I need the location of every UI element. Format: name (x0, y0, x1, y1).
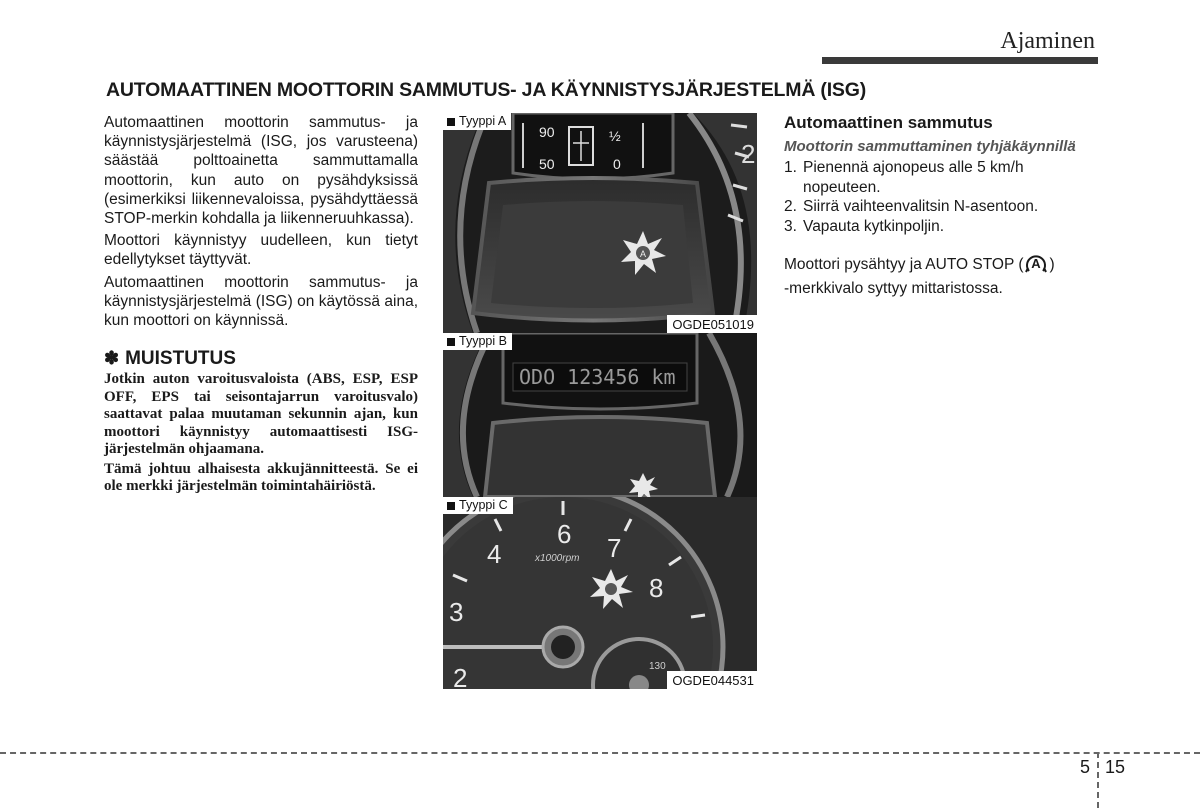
auto-stop-heading: Automaattinen sammutus (784, 113, 993, 132)
figure-label-type-b: Tyyppi B (443, 333, 512, 350)
footer-divider (1097, 752, 1099, 808)
figure-label-type-c: Tyyppi C (443, 497, 513, 514)
intro-paragraph: Automaattinen moottorin sammutus- ja käynnistysjärjestelmä (ISG, jos varusteena) säästää polttoainetta sammuttamalla moottorin, kun auto on pysähdyksissä (esimerkiksi liikennevaloissa, pysähdyttäessä STOP-merkin kohdalla ja liikenneruuhkassa). (104, 114, 418, 228)
note-body (104, 371, 418, 496)
small-gauge-value: 130 (649, 661, 666, 672)
footer-rule (0, 752, 1200, 754)
list-item: 2. Siirrä vaihteenvalitsin N-asentoon. (784, 198, 1039, 216)
restart-paragraph: Moottori käynnistyy uudelleen, kun tietyt edellytykset täyttyvät. (104, 232, 418, 269)
gauge-a-temp-high: 90 (539, 124, 555, 140)
odometer-readout: ODO 123456 km (519, 365, 676, 389)
rpm-unit: x1000rpm (535, 553, 580, 564)
section-title: Ajaminen (1000, 28, 1095, 54)
note-title: MUISTUTUS (125, 348, 236, 370)
rpm-3: 3 (449, 597, 464, 627)
svg-text:A: A (1031, 256, 1042, 272)
steps-list (784, 158, 1100, 236)
cluster-type-b-illustration (443, 333, 757, 497)
figure-label-type-a: Tyyppi A (443, 113, 511, 130)
rpm-2: 2 (453, 663, 468, 689)
page-number: 15 (1105, 757, 1126, 777)
figure-code-c: OGDE044531 (667, 671, 757, 689)
figure-type-c (443, 497, 757, 689)
figure-type-b (443, 333, 757, 497)
right-column (784, 113, 1100, 299)
list-item: 3. Vapauta kytkinpoljin. (784, 217, 945, 235)
note-paragraph-2: Tämä johtuu alhaisesta akkujännitteestä. Se ei ole merkki järjestelmän toimintahäiriöstä. (104, 460, 418, 495)
gauge-a-fuel-empty: 0 (613, 156, 621, 172)
always-on-paragraph: Automaattinen moottorin sammutus- ja käynnistysjärjestelmä (ISG) on käytössä aina, kun moottori on käynnissä. (104, 273, 418, 330)
note-paragraph-1: Jotkin auton varoitusvaloista (ABS, ESP, ESP OFF, EPS tai seisontajarrun varoitusvalo) saattavat palaa muutaman sekunnin ajan, kun moottori käynnistyy automaattisesti ISG-järjestelmän ohjaamana. (104, 371, 418, 458)
gauge-a-right-number: 2 (741, 139, 756, 169)
list-item: 1. Pienennä ajonopeus alle 5 km/h nopeuteen. (784, 159, 1024, 196)
header-rule (822, 57, 1098, 64)
note-heading (104, 349, 418, 368)
figure-type-a (443, 113, 757, 333)
gauge-a-fuel-half: ½ (609, 128, 621, 144)
cluster-type-a-illustration (443, 113, 757, 333)
page-title: AUTOMAATTINEN MOOTTORIN SAMMUTUS- JA KÄYNNISTYSJÄRJESTELMÄ (ISG) (106, 79, 866, 101)
rpm-5: 6 (557, 519, 572, 549)
auto-stop-subheading: Moottorin sammuttaminen tyhjäkäynnillä (784, 138, 1076, 156)
rpm-7: 8 (649, 573, 664, 603)
svg-text:A: A (639, 249, 647, 259)
note-star-icon: ✽ (104, 348, 120, 369)
tachometer-type-c-illustration (443, 497, 757, 689)
left-column (104, 113, 418, 498)
auto-stop-paragraph: Moottori pysähtyy ja AUTO STOP ( A ) -merkkivalo syttyy mittaristossa. (784, 252, 1100, 298)
rpm-4: 4 (487, 539, 502, 569)
gauge-a-temp-low: 50 (539, 156, 555, 172)
chapter-number: 5 (1080, 757, 1091, 777)
rpm-6: 7 (607, 533, 622, 563)
figure-code-ab: OGDE051019 (667, 315, 757, 333)
auto-stop-icon (1023, 252, 1049, 279)
